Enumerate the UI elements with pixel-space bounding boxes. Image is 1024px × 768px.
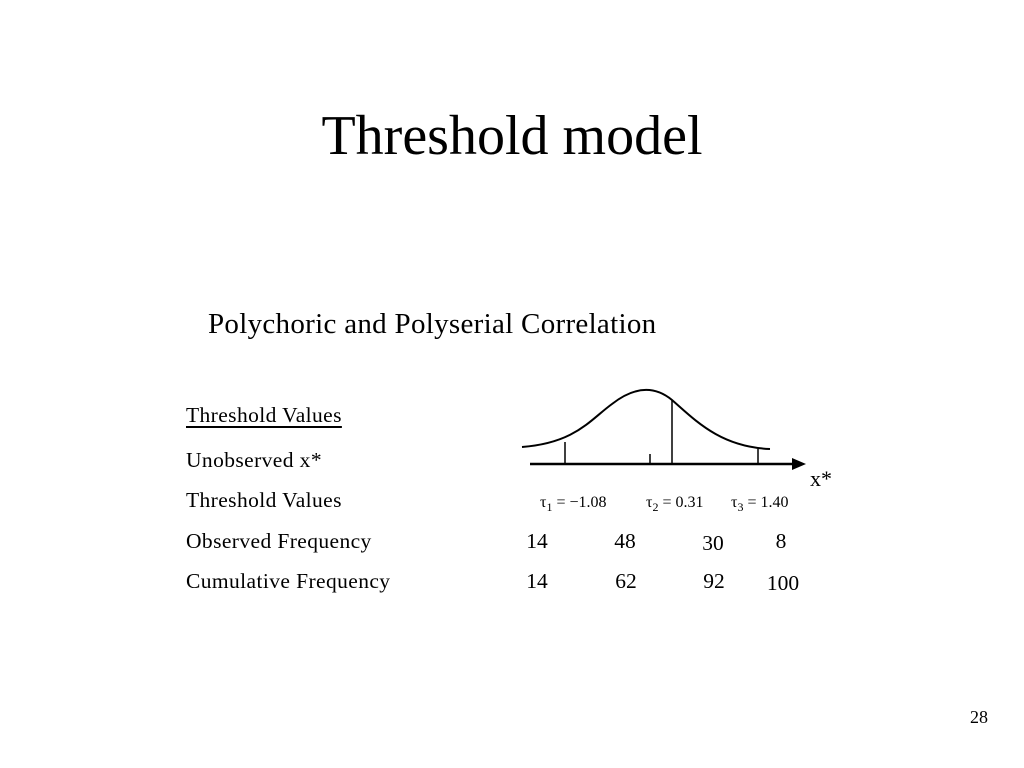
threshold-tau-2: $\tau_2 = 0.31$: [646, 494, 704, 514]
normal-curve: [522, 390, 770, 449]
page-number: 28: [970, 707, 988, 727]
axis-label: x*: [810, 466, 832, 491]
observed-cell: 8: [775, 529, 787, 553]
figure-title: Polychoric and Polyserial Correlation: [208, 308, 657, 340]
slide-title: Threshold model: [321, 105, 703, 167]
cumulative-frequency-label: Cumulative Frequency: [186, 569, 391, 593]
threshold-tau-3: $\tau_3 = 1.40$: [731, 494, 789, 514]
threshold-values-heading: Threshold Values: [186, 403, 342, 427]
threshold-values-label: Threshold Values: [186, 488, 342, 512]
observed-frequency-label: Observed Frequency: [186, 529, 372, 553]
observed-cell: 30: [702, 531, 724, 555]
axis-arrowhead: [792, 458, 806, 470]
cumulative-cell: 62: [615, 569, 637, 593]
cumulative-cell: 14: [526, 569, 548, 593]
threshold-tau-1: $\tau_1 = -1.08$: [540, 494, 607, 514]
cumulative-cell: 92: [703, 569, 725, 593]
unobserved-label: Unobserved x*: [186, 448, 322, 472]
observed-cell: 48: [614, 529, 636, 553]
cumulative-cell: 100: [766, 571, 800, 595]
observed-cell: 14: [526, 529, 548, 553]
